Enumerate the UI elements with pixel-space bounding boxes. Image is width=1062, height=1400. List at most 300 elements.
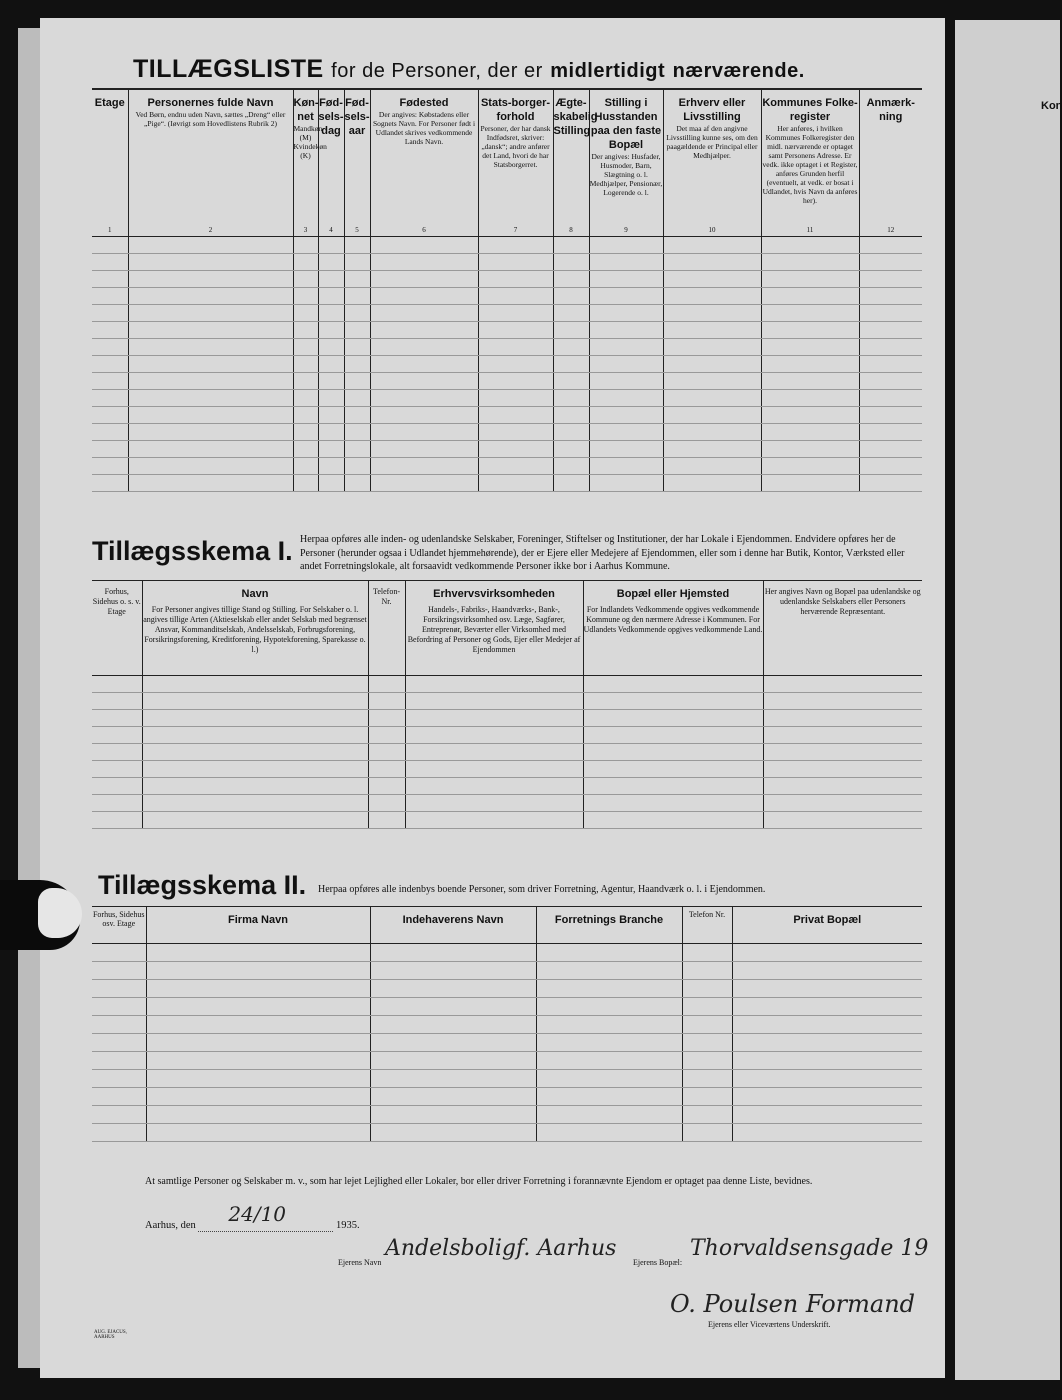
list-cell[interactable]	[344, 237, 370, 254]
skema2-cell[interactable]	[536, 1070, 682, 1088]
list-cell[interactable]	[589, 254, 663, 271]
skema1-cell[interactable]	[405, 795, 583, 812]
list-cell[interactable]	[478, 458, 553, 475]
list-cell[interactable]	[478, 407, 553, 424]
list-cell[interactable]	[128, 356, 293, 373]
skema2-cell[interactable]	[682, 1106, 732, 1124]
skema2-cell[interactable]	[732, 1016, 922, 1034]
skema1-cell[interactable]	[142, 676, 368, 693]
list-cell[interactable]	[370, 373, 478, 390]
list-cell[interactable]	[344, 254, 370, 271]
skema2-cell[interactable]	[370, 1088, 536, 1106]
skema2-cell[interactable]	[370, 1070, 536, 1088]
skema1-cell[interactable]	[142, 693, 368, 710]
skema1-cell[interactable]	[142, 710, 368, 727]
list-cell[interactable]	[370, 271, 478, 288]
list-cell[interactable]	[589, 237, 663, 254]
skema2-cell[interactable]	[682, 1088, 732, 1106]
list-cell[interactable]	[478, 305, 553, 322]
skema1-cell[interactable]	[368, 761, 405, 778]
list-cell[interactable]	[589, 424, 663, 441]
skema1-cell[interactable]	[405, 744, 583, 761]
skema2-cell[interactable]	[146, 980, 370, 998]
skema1-cell[interactable]	[583, 812, 763, 829]
list-cell[interactable]	[553, 373, 589, 390]
list-cell[interactable]	[128, 475, 293, 492]
skema1-cell[interactable]	[142, 795, 368, 812]
list-cell[interactable]	[553, 458, 589, 475]
skema1-cell[interactable]	[92, 693, 142, 710]
list-cell[interactable]	[553, 254, 589, 271]
skema2-cell[interactable]	[682, 944, 732, 962]
skema2-cell[interactable]	[682, 1016, 732, 1034]
list-cell[interactable]	[761, 424, 859, 441]
list-cell[interactable]	[663, 254, 761, 271]
skema2-cell[interactable]	[536, 962, 682, 980]
skema1-cell[interactable]	[405, 693, 583, 710]
list-cell[interactable]	[370, 390, 478, 407]
skema1-cell[interactable]	[583, 710, 763, 727]
list-cell[interactable]	[761, 373, 859, 390]
list-cell[interactable]	[589, 373, 663, 390]
list-cell[interactable]	[589, 407, 663, 424]
skema1-cell[interactable]	[763, 761, 922, 778]
list-cell[interactable]	[553, 390, 589, 407]
list-cell[interactable]	[128, 322, 293, 339]
skema2-cell[interactable]	[536, 998, 682, 1016]
list-cell[interactable]	[663, 441, 761, 458]
skema2-cell[interactable]	[732, 1052, 922, 1070]
skema2-cell[interactable]	[92, 1106, 146, 1124]
list-cell[interactable]	[663, 271, 761, 288]
skema1-cell[interactable]	[583, 761, 763, 778]
skema2-cell[interactable]	[732, 1124, 922, 1142]
list-cell[interactable]	[478, 373, 553, 390]
list-cell[interactable]	[128, 288, 293, 305]
skema1-cell[interactable]	[142, 727, 368, 744]
skema2-cell[interactable]	[682, 1070, 732, 1088]
list-cell[interactable]	[370, 339, 478, 356]
skema2-cell[interactable]	[92, 944, 146, 962]
skema1-cell[interactable]	[763, 710, 922, 727]
list-cell[interactable]	[293, 373, 318, 390]
skema1-cell[interactable]	[583, 795, 763, 812]
skema2-cell[interactable]	[536, 980, 682, 998]
list-cell[interactable]	[293, 305, 318, 322]
list-cell[interactable]	[318, 424, 344, 441]
list-cell[interactable]	[293, 390, 318, 407]
list-cell[interactable]	[344, 373, 370, 390]
skema1-cell[interactable]	[405, 710, 583, 727]
list-cell[interactable]	[478, 390, 553, 407]
list-cell[interactable]	[370, 322, 478, 339]
list-cell[interactable]	[128, 271, 293, 288]
skema2-cell[interactable]	[732, 962, 922, 980]
skema2-cell[interactable]	[732, 980, 922, 998]
list-cell[interactable]	[293, 407, 318, 424]
list-cell[interactable]	[293, 441, 318, 458]
skema1-cell[interactable]	[405, 727, 583, 744]
list-cell[interactable]	[859, 390, 922, 407]
list-cell[interactable]	[553, 356, 589, 373]
list-cell[interactable]	[761, 356, 859, 373]
skema1-cell[interactable]	[763, 676, 922, 693]
list-cell[interactable]	[92, 288, 128, 305]
list-cell[interactable]	[344, 441, 370, 458]
skema1-cell[interactable]	[368, 812, 405, 829]
list-cell[interactable]	[128, 407, 293, 424]
list-cell[interactable]	[663, 373, 761, 390]
list-cell[interactable]	[92, 305, 128, 322]
skema1-cell[interactable]	[92, 727, 142, 744]
list-cell[interactable]	[553, 407, 589, 424]
list-cell[interactable]	[293, 254, 318, 271]
list-cell[interactable]	[663, 424, 761, 441]
skema1-cell[interactable]	[142, 744, 368, 761]
skema2-cell[interactable]	[92, 1034, 146, 1052]
list-cell[interactable]	[478, 237, 553, 254]
skema2-cell[interactable]	[732, 998, 922, 1016]
list-cell[interactable]	[589, 322, 663, 339]
list-cell[interactable]	[344, 407, 370, 424]
list-cell[interactable]	[859, 271, 922, 288]
list-cell[interactable]	[92, 390, 128, 407]
skema1-cell[interactable]	[92, 676, 142, 693]
list-cell[interactable]	[370, 356, 478, 373]
list-cell[interactable]	[344, 305, 370, 322]
list-cell[interactable]	[293, 271, 318, 288]
list-cell[interactable]	[344, 390, 370, 407]
list-cell[interactable]	[663, 305, 761, 322]
skema2-cell[interactable]	[732, 1088, 922, 1106]
list-cell[interactable]	[128, 458, 293, 475]
list-cell[interactable]	[318, 458, 344, 475]
list-cell[interactable]	[589, 288, 663, 305]
list-cell[interactable]	[663, 288, 761, 305]
list-cell[interactable]	[553, 288, 589, 305]
skema1-cell[interactable]	[368, 744, 405, 761]
list-cell[interactable]	[92, 237, 128, 254]
list-cell[interactable]	[293, 356, 318, 373]
list-cell[interactable]	[318, 288, 344, 305]
skema1-cell[interactable]	[92, 778, 142, 795]
list-cell[interactable]	[92, 373, 128, 390]
skema1-cell[interactable]	[368, 727, 405, 744]
list-cell[interactable]	[293, 339, 318, 356]
list-cell[interactable]	[293, 424, 318, 441]
list-cell[interactable]	[92, 271, 128, 288]
skema1-cell[interactable]	[92, 795, 142, 812]
skema2-cell[interactable]	[536, 944, 682, 962]
list-cell[interactable]	[589, 458, 663, 475]
skema1-cell[interactable]	[142, 812, 368, 829]
skema1-cell[interactable]	[405, 761, 583, 778]
skema2-cell[interactable]	[682, 1052, 732, 1070]
skema2-cell[interactable]	[732, 1070, 922, 1088]
list-cell[interactable]	[589, 441, 663, 458]
list-cell[interactable]	[128, 373, 293, 390]
list-cell[interactable]	[92, 254, 128, 271]
list-cell[interactable]	[318, 407, 344, 424]
skema1-cell[interactable]	[368, 795, 405, 812]
skema2-cell[interactable]	[146, 998, 370, 1016]
list-cell[interactable]	[128, 390, 293, 407]
skema2-cell[interactable]	[92, 1088, 146, 1106]
list-cell[interactable]	[553, 271, 589, 288]
skema1-cell[interactable]	[763, 812, 922, 829]
skema1-cell[interactable]	[92, 744, 142, 761]
skema1-cell[interactable]	[763, 727, 922, 744]
list-cell[interactable]	[370, 254, 478, 271]
list-cell[interactable]	[92, 424, 128, 441]
list-cell[interactable]	[478, 475, 553, 492]
skema1-cell[interactable]	[142, 761, 368, 778]
list-cell[interactable]	[293, 237, 318, 254]
list-cell[interactable]	[859, 305, 922, 322]
skema2-cell[interactable]	[92, 998, 146, 1016]
skema2-cell[interactable]	[370, 1106, 536, 1124]
list-cell[interactable]	[293, 458, 318, 475]
skema1-cell[interactable]	[368, 710, 405, 727]
list-cell[interactable]	[663, 237, 761, 254]
list-cell[interactable]	[370, 458, 478, 475]
skema2-cell[interactable]	[370, 1034, 536, 1052]
list-cell[interactable]	[370, 305, 478, 322]
list-cell[interactable]	[553, 322, 589, 339]
skema2-cell[interactable]	[92, 962, 146, 980]
skema1-cell[interactable]	[92, 710, 142, 727]
list-cell[interactable]	[478, 254, 553, 271]
list-cell[interactable]	[478, 271, 553, 288]
list-cell[interactable]	[859, 254, 922, 271]
list-cell[interactable]	[859, 373, 922, 390]
skema2-cell[interactable]	[370, 980, 536, 998]
list-cell[interactable]	[318, 356, 344, 373]
list-cell[interactable]	[761, 305, 859, 322]
list-cell[interactable]	[370, 237, 478, 254]
skema2-cell[interactable]	[682, 1124, 732, 1142]
list-cell[interactable]	[318, 339, 344, 356]
skema1-cell[interactable]	[583, 676, 763, 693]
list-cell[interactable]	[859, 407, 922, 424]
list-cell[interactable]	[293, 322, 318, 339]
list-cell[interactable]	[318, 475, 344, 492]
skema2-cell[interactable]	[732, 1034, 922, 1052]
list-cell[interactable]	[859, 237, 922, 254]
list-cell[interactable]	[761, 271, 859, 288]
list-cell[interactable]	[553, 305, 589, 322]
skema2-cell[interactable]	[92, 1016, 146, 1034]
skema2-cell[interactable]	[536, 1088, 682, 1106]
skema1-cell[interactable]	[405, 676, 583, 693]
list-cell[interactable]	[761, 339, 859, 356]
skema1-cell[interactable]	[368, 676, 405, 693]
skema2-cell[interactable]	[370, 962, 536, 980]
list-cell[interactable]	[589, 356, 663, 373]
list-cell[interactable]	[663, 407, 761, 424]
skema1-cell[interactable]	[763, 795, 922, 812]
list-cell[interactable]	[478, 322, 553, 339]
list-cell[interactable]	[589, 271, 663, 288]
list-cell[interactable]	[761, 254, 859, 271]
list-cell[interactable]	[761, 458, 859, 475]
list-cell[interactable]	[761, 322, 859, 339]
list-cell[interactable]	[478, 288, 553, 305]
list-cell[interactable]	[859, 356, 922, 373]
skema2-cell[interactable]	[370, 1016, 536, 1034]
list-cell[interactable]	[370, 424, 478, 441]
list-cell[interactable]	[761, 288, 859, 305]
list-cell[interactable]	[478, 339, 553, 356]
skema1-cell[interactable]	[368, 693, 405, 710]
list-cell[interactable]	[128, 254, 293, 271]
list-cell[interactable]	[859, 475, 922, 492]
skema2-cell[interactable]	[92, 980, 146, 998]
skema2-cell[interactable]	[146, 944, 370, 962]
list-cell[interactable]	[478, 356, 553, 373]
skema1-cell[interactable]	[92, 812, 142, 829]
list-cell[interactable]	[128, 305, 293, 322]
skema1-cell[interactable]	[583, 778, 763, 795]
skema1-cell[interactable]	[92, 761, 142, 778]
list-cell[interactable]	[859, 441, 922, 458]
skema2-cell[interactable]	[92, 1124, 146, 1142]
list-cell[interactable]	[859, 288, 922, 305]
skema2-cell[interactable]	[370, 1124, 536, 1142]
skema2-cell[interactable]	[732, 1106, 922, 1124]
skema1-cell[interactable]	[583, 693, 763, 710]
skema1-cell[interactable]	[405, 812, 583, 829]
list-cell[interactable]	[318, 237, 344, 254]
list-cell[interactable]	[663, 339, 761, 356]
skema2-cell[interactable]	[682, 1034, 732, 1052]
list-cell[interactable]	[318, 305, 344, 322]
list-cell[interactable]	[318, 271, 344, 288]
list-cell[interactable]	[293, 288, 318, 305]
skema1-cell[interactable]	[583, 727, 763, 744]
list-cell[interactable]	[128, 339, 293, 356]
skema2-cell[interactable]	[146, 1016, 370, 1034]
list-cell[interactable]	[92, 475, 128, 492]
list-cell[interactable]	[344, 288, 370, 305]
skema2-cell[interactable]	[370, 1052, 536, 1070]
list-cell[interactable]	[663, 390, 761, 407]
list-cell[interactable]	[370, 407, 478, 424]
skema2-cell[interactable]	[146, 1088, 370, 1106]
list-cell[interactable]	[859, 458, 922, 475]
list-cell[interactable]	[370, 441, 478, 458]
skema2-cell[interactable]	[146, 1106, 370, 1124]
skema1-cell[interactable]	[142, 778, 368, 795]
list-cell[interactable]	[344, 458, 370, 475]
skema2-cell[interactable]	[536, 1124, 682, 1142]
skema2-cell[interactable]	[682, 962, 732, 980]
list-cell[interactable]	[128, 424, 293, 441]
skema1-cell[interactable]	[405, 778, 583, 795]
skema2-cell[interactable]	[146, 1124, 370, 1142]
list-cell[interactable]	[370, 288, 478, 305]
list-cell[interactable]	[344, 356, 370, 373]
list-cell[interactable]	[553, 424, 589, 441]
skema2-cell[interactable]	[536, 1052, 682, 1070]
skema2-cell[interactable]	[92, 1070, 146, 1088]
list-cell[interactable]	[553, 339, 589, 356]
list-cell[interactable]	[589, 475, 663, 492]
skema1-cell[interactable]	[763, 778, 922, 795]
list-cell[interactable]	[663, 475, 761, 492]
list-cell[interactable]	[92, 441, 128, 458]
list-cell[interactable]	[318, 254, 344, 271]
skema2-cell[interactable]	[146, 962, 370, 980]
list-cell[interactable]	[589, 305, 663, 322]
list-cell[interactable]	[318, 373, 344, 390]
skema2-cell[interactable]	[536, 1016, 682, 1034]
skema2-cell[interactable]	[146, 1052, 370, 1070]
skema1-cell[interactable]	[368, 778, 405, 795]
skema2-cell[interactable]	[146, 1070, 370, 1088]
list-cell[interactable]	[553, 441, 589, 458]
list-cell[interactable]	[589, 390, 663, 407]
skema2-cell[interactable]	[370, 998, 536, 1016]
list-cell[interactable]	[478, 441, 553, 458]
skema2-cell[interactable]	[682, 980, 732, 998]
list-cell[interactable]	[553, 475, 589, 492]
list-cell[interactable]	[92, 322, 128, 339]
list-cell[interactable]	[92, 407, 128, 424]
list-cell[interactable]	[318, 390, 344, 407]
skema2-cell[interactable]	[536, 1034, 682, 1052]
list-cell[interactable]	[318, 441, 344, 458]
list-cell[interactable]	[859, 322, 922, 339]
list-cell[interactable]	[344, 271, 370, 288]
list-cell[interactable]	[128, 441, 293, 458]
skema1-cell[interactable]	[763, 744, 922, 761]
list-cell[interactable]	[293, 475, 318, 492]
list-cell[interactable]	[478, 424, 553, 441]
list-cell[interactable]	[553, 237, 589, 254]
list-cell[interactable]	[663, 322, 761, 339]
list-cell[interactable]	[344, 322, 370, 339]
skema2-cell[interactable]	[682, 998, 732, 1016]
list-cell[interactable]	[761, 441, 859, 458]
list-cell[interactable]	[761, 390, 859, 407]
list-cell[interactable]	[128, 237, 293, 254]
list-cell[interactable]	[761, 407, 859, 424]
list-cell[interactable]	[92, 458, 128, 475]
skema2-cell[interactable]	[146, 1034, 370, 1052]
list-cell[interactable]	[92, 339, 128, 356]
list-cell[interactable]	[761, 237, 859, 254]
skema1-cell[interactable]	[583, 744, 763, 761]
list-cell[interactable]	[761, 475, 859, 492]
list-cell[interactable]	[344, 475, 370, 492]
list-cell[interactable]	[663, 356, 761, 373]
skema2-cell[interactable]	[92, 1052, 146, 1070]
list-cell[interactable]	[344, 339, 370, 356]
list-cell[interactable]	[344, 424, 370, 441]
list-cell[interactable]	[370, 475, 478, 492]
list-cell[interactable]	[589, 339, 663, 356]
list-cell[interactable]	[92, 356, 128, 373]
list-cell[interactable]	[859, 339, 922, 356]
skema2-cell[interactable]	[370, 944, 536, 962]
list-cell[interactable]	[859, 424, 922, 441]
list-cell[interactable]	[318, 322, 344, 339]
skema2-cell[interactable]	[536, 1106, 682, 1124]
skema2-cell[interactable]	[732, 944, 922, 962]
list-cell[interactable]	[663, 458, 761, 475]
skema1-cell[interactable]	[763, 693, 922, 710]
